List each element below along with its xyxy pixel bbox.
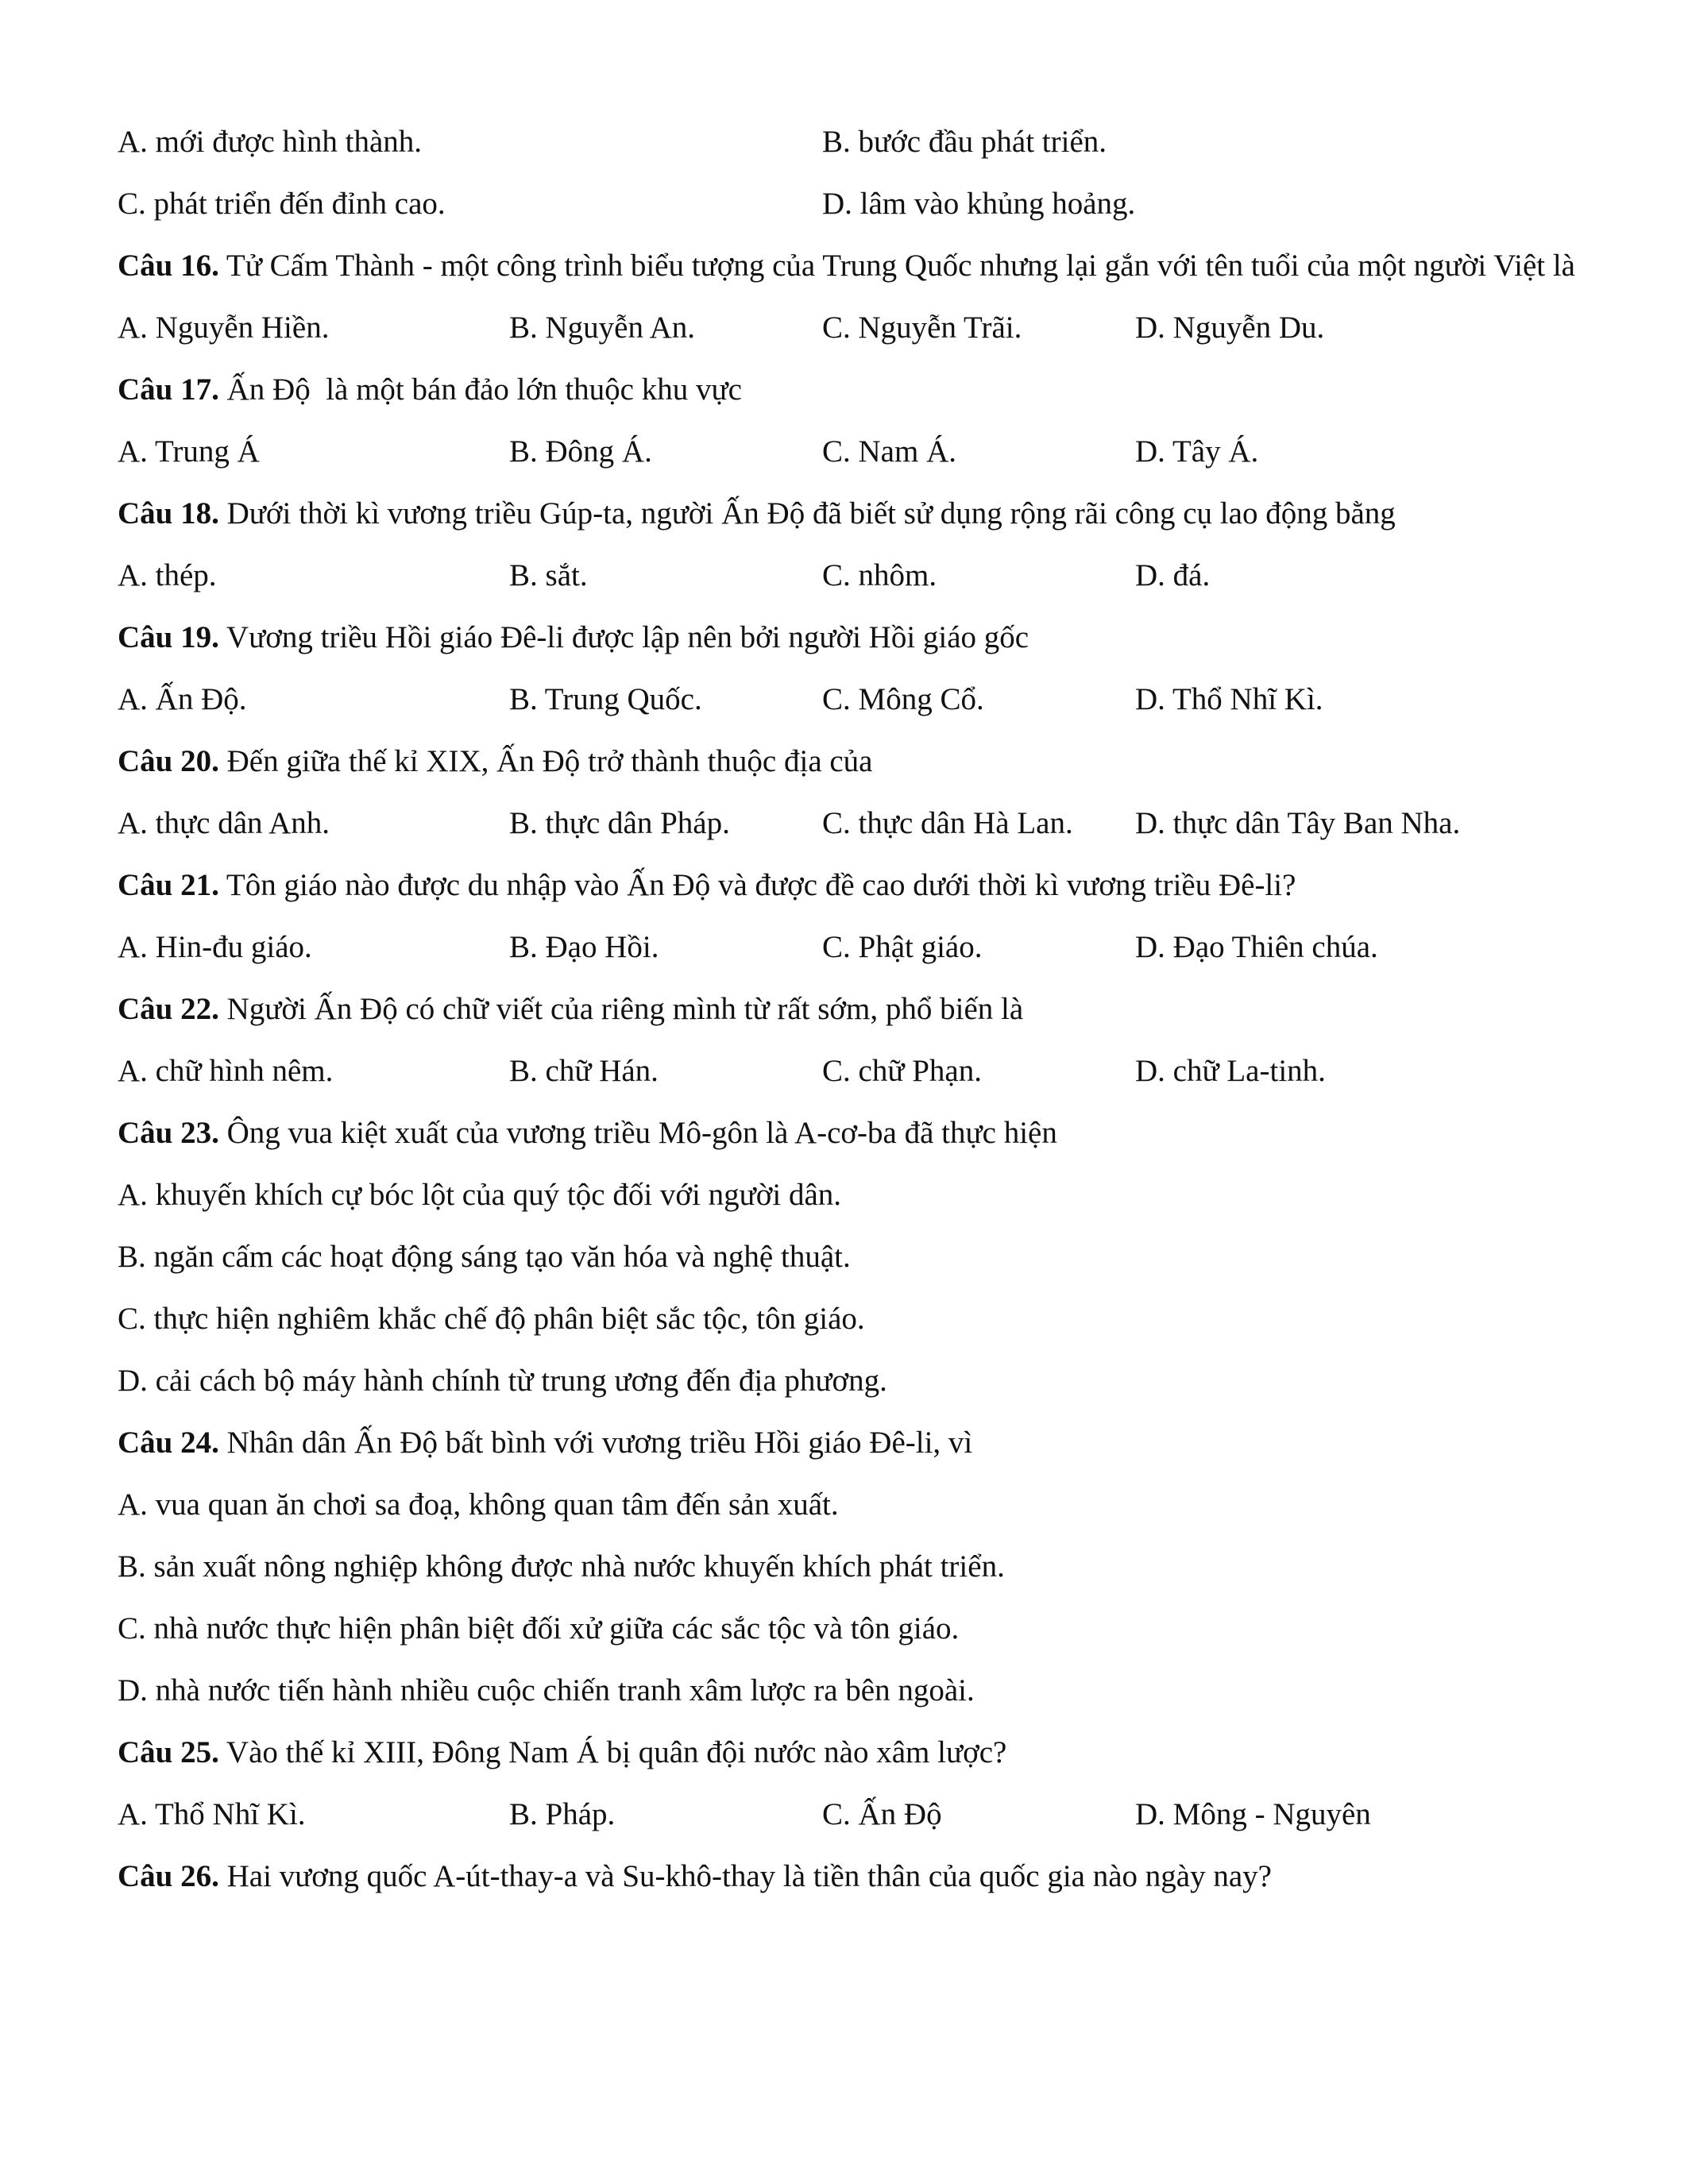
option-d: D. cải cách bộ máy hành chính từ trung ương đến địa phương. xyxy=(118,1364,887,1398)
option-a: A. thép. xyxy=(118,558,217,592)
option-c: C. Mông Cổ. xyxy=(822,682,984,716)
question-17 xyxy=(118,359,1579,421)
question-text: Ấn Độ là một bán đảo lớn thuộc khu vực xyxy=(218,372,742,407)
question-number: Câu 25. xyxy=(118,1735,219,1769)
option-a: A. Nguyễn Hiền. xyxy=(118,311,330,345)
option-a: A. Ấn Độ. xyxy=(118,682,247,716)
option-c: C. Phật giáo. xyxy=(822,930,983,964)
option-c: C. Ấn Độ xyxy=(822,1797,942,1831)
option-d: D. Đạo Thiên chúa. xyxy=(1135,930,1378,964)
option-c: C. chữ Phạn. xyxy=(822,1054,982,1088)
question-number: Câu 26. xyxy=(118,1859,219,1893)
question-21 xyxy=(118,855,1579,916)
q20-options xyxy=(118,793,1579,855)
option-a: A. Trung Á xyxy=(118,434,260,469)
option-c: C. nhôm. xyxy=(822,558,937,592)
q17-options xyxy=(118,421,1579,483)
option-b: B. sản xuất nông nghiệp không được nhà nước khuyến khích phát triển. xyxy=(118,1549,1005,1584)
question-25 xyxy=(118,1722,1579,1784)
option-b: B. Pháp. xyxy=(509,1797,616,1831)
option-c: C. Nguyễn Trãi. xyxy=(822,311,1022,345)
option-d: D. Thổ Nhĩ Kì. xyxy=(1135,682,1323,716)
option-c: C. thực dân Hà Lan. xyxy=(822,806,1073,840)
question-text: Hai vương quốc A-út-thay-a và Su-khô-thay là tiền thân của quốc gia nào ngày nay? xyxy=(218,1859,1272,1893)
question-number: Câu 20. xyxy=(118,744,219,778)
option-b: B. ngăn cấm các hoạt động sáng tạo văn hóa và nghệ thuật. xyxy=(118,1240,851,1274)
option-d: D. Mông - Nguyên xyxy=(1135,1797,1371,1831)
q15-option-a: A. mới được hình thành. xyxy=(118,125,423,159)
q19-options xyxy=(118,669,1579,731)
question-23 xyxy=(118,1102,1579,1164)
question-22 xyxy=(118,978,1579,1040)
option-b: B. Đông Á. xyxy=(509,434,652,469)
question-26 xyxy=(118,1846,1579,1908)
q21-options xyxy=(118,916,1579,978)
option-a: A. khuyến khích cự bóc lột của quý tộc đối với người dân. xyxy=(118,1178,842,1212)
option-a: A. chữ hình nêm. xyxy=(118,1054,334,1088)
q18-options xyxy=(118,545,1579,607)
option-d: D. thực dân Tây Ban Nha. xyxy=(1135,806,1461,840)
question-number: Câu 23. xyxy=(118,1116,219,1150)
question-number: Câu 24. xyxy=(118,1426,219,1460)
option-b: B. Nguyễn An. xyxy=(509,311,695,345)
question-text: Tử Cấm Thành - một công trình biểu tượng của Trung Quốc nhưng lại gắn với tên tuổi của một người Việt là xyxy=(218,249,1575,283)
question-number: Câu 22. xyxy=(118,992,219,1026)
question-text: Người Ấn Độ có chữ viết của riêng mình từ rất sớm, phổ biến là xyxy=(218,992,1024,1026)
option-d: D. Nguyễn Du. xyxy=(1135,311,1325,345)
option-a: A. Hin-đu giáo. xyxy=(118,930,312,964)
question-text: Tôn giáo nào được du nhập vào Ấn Độ và được đề cao dưới thời kì vương triều Đê-li? xyxy=(218,868,1296,902)
q15-option-c: C. phát triển đến đỉnh cao. xyxy=(118,187,446,221)
option-d: D. chữ La-tinh. xyxy=(1135,1054,1326,1088)
question-text: Nhân dân Ấn Độ bất bình với vương triều Hồi giáo Đê-li, vì xyxy=(218,1426,973,1460)
option-c: C. thực hiện nghiêm khắc chế độ phân biệt sắc tộc, tôn giáo. xyxy=(118,1302,865,1336)
question-text: Đến giữa thế kỉ XIX, Ấn Độ trở thành thuộc địa của xyxy=(218,744,873,778)
option-d: D. đá. xyxy=(1135,558,1211,592)
question-number: Câu 17. xyxy=(118,372,219,407)
option-b: B. Trung Quốc. xyxy=(509,682,702,716)
option-d: D. Tây Á. xyxy=(1135,434,1259,469)
q15-option-d: D. lâm vào khủng hoảng. xyxy=(822,187,1136,221)
question-number: Câu 21. xyxy=(118,868,219,902)
question-number: Câu 18. xyxy=(118,496,219,531)
question-18 xyxy=(118,483,1579,545)
question-16 xyxy=(118,235,1579,297)
option-a: A. Thổ Nhĩ Kì. xyxy=(118,1797,306,1831)
option-a: A. thực dân Anh. xyxy=(118,806,330,840)
question-20 xyxy=(118,731,1579,793)
question-text: Dưới thời kì vương triều Gúp-ta, người Ấn Độ đã biết sử dụng rộng rãi công cụ lao động bằng xyxy=(218,496,1396,531)
option-c: C. nhà nước thực hiện phân biệt đối xử giữa các sắc tộc và tôn giáo. xyxy=(118,1611,960,1646)
q15-option-b: B. bước đầu phát triển. xyxy=(822,125,1107,159)
option-b: B. thực dân Pháp. xyxy=(509,806,730,840)
q25-options xyxy=(118,1784,1579,1846)
option-b: B. sắt. xyxy=(509,558,588,592)
question-text: Vào thế kỉ XIII, Đông Nam Á bị quân đội nước nào xâm lược? xyxy=(218,1735,1007,1769)
option-b: B. Đạo Hồi. xyxy=(509,930,659,964)
exam-page xyxy=(118,111,1579,1908)
question-text: Vương triều Hồi giáo Đê-li được lập nên bởi người Hồi giáo gốc xyxy=(218,620,1029,654)
question-number: Câu 19. xyxy=(118,620,219,654)
question-text: Ông vua kiệt xuất của vương triều Mô-gôn là A-cơ-ba đã thực hiện xyxy=(218,1116,1057,1150)
option-c: C. Nam Á. xyxy=(822,434,956,469)
q22-options xyxy=(118,1040,1579,1102)
q15-options-row-1 xyxy=(118,111,1579,173)
q15-options-row-2 xyxy=(118,173,1579,235)
option-d: D. nhà nước tiến hành nhiều cuộc chiến tranh xâm lược ra bên ngoài. xyxy=(118,1673,975,1707)
question-19 xyxy=(118,607,1579,669)
option-a: A. vua quan ăn chơi sa đoạ, không quan tâm đến sản xuất. xyxy=(118,1488,839,1522)
q16-options xyxy=(118,297,1579,359)
question-number: Câu 16. xyxy=(118,249,219,283)
question-24 xyxy=(118,1412,1579,1474)
option-b: B. chữ Hán. xyxy=(509,1054,659,1088)
